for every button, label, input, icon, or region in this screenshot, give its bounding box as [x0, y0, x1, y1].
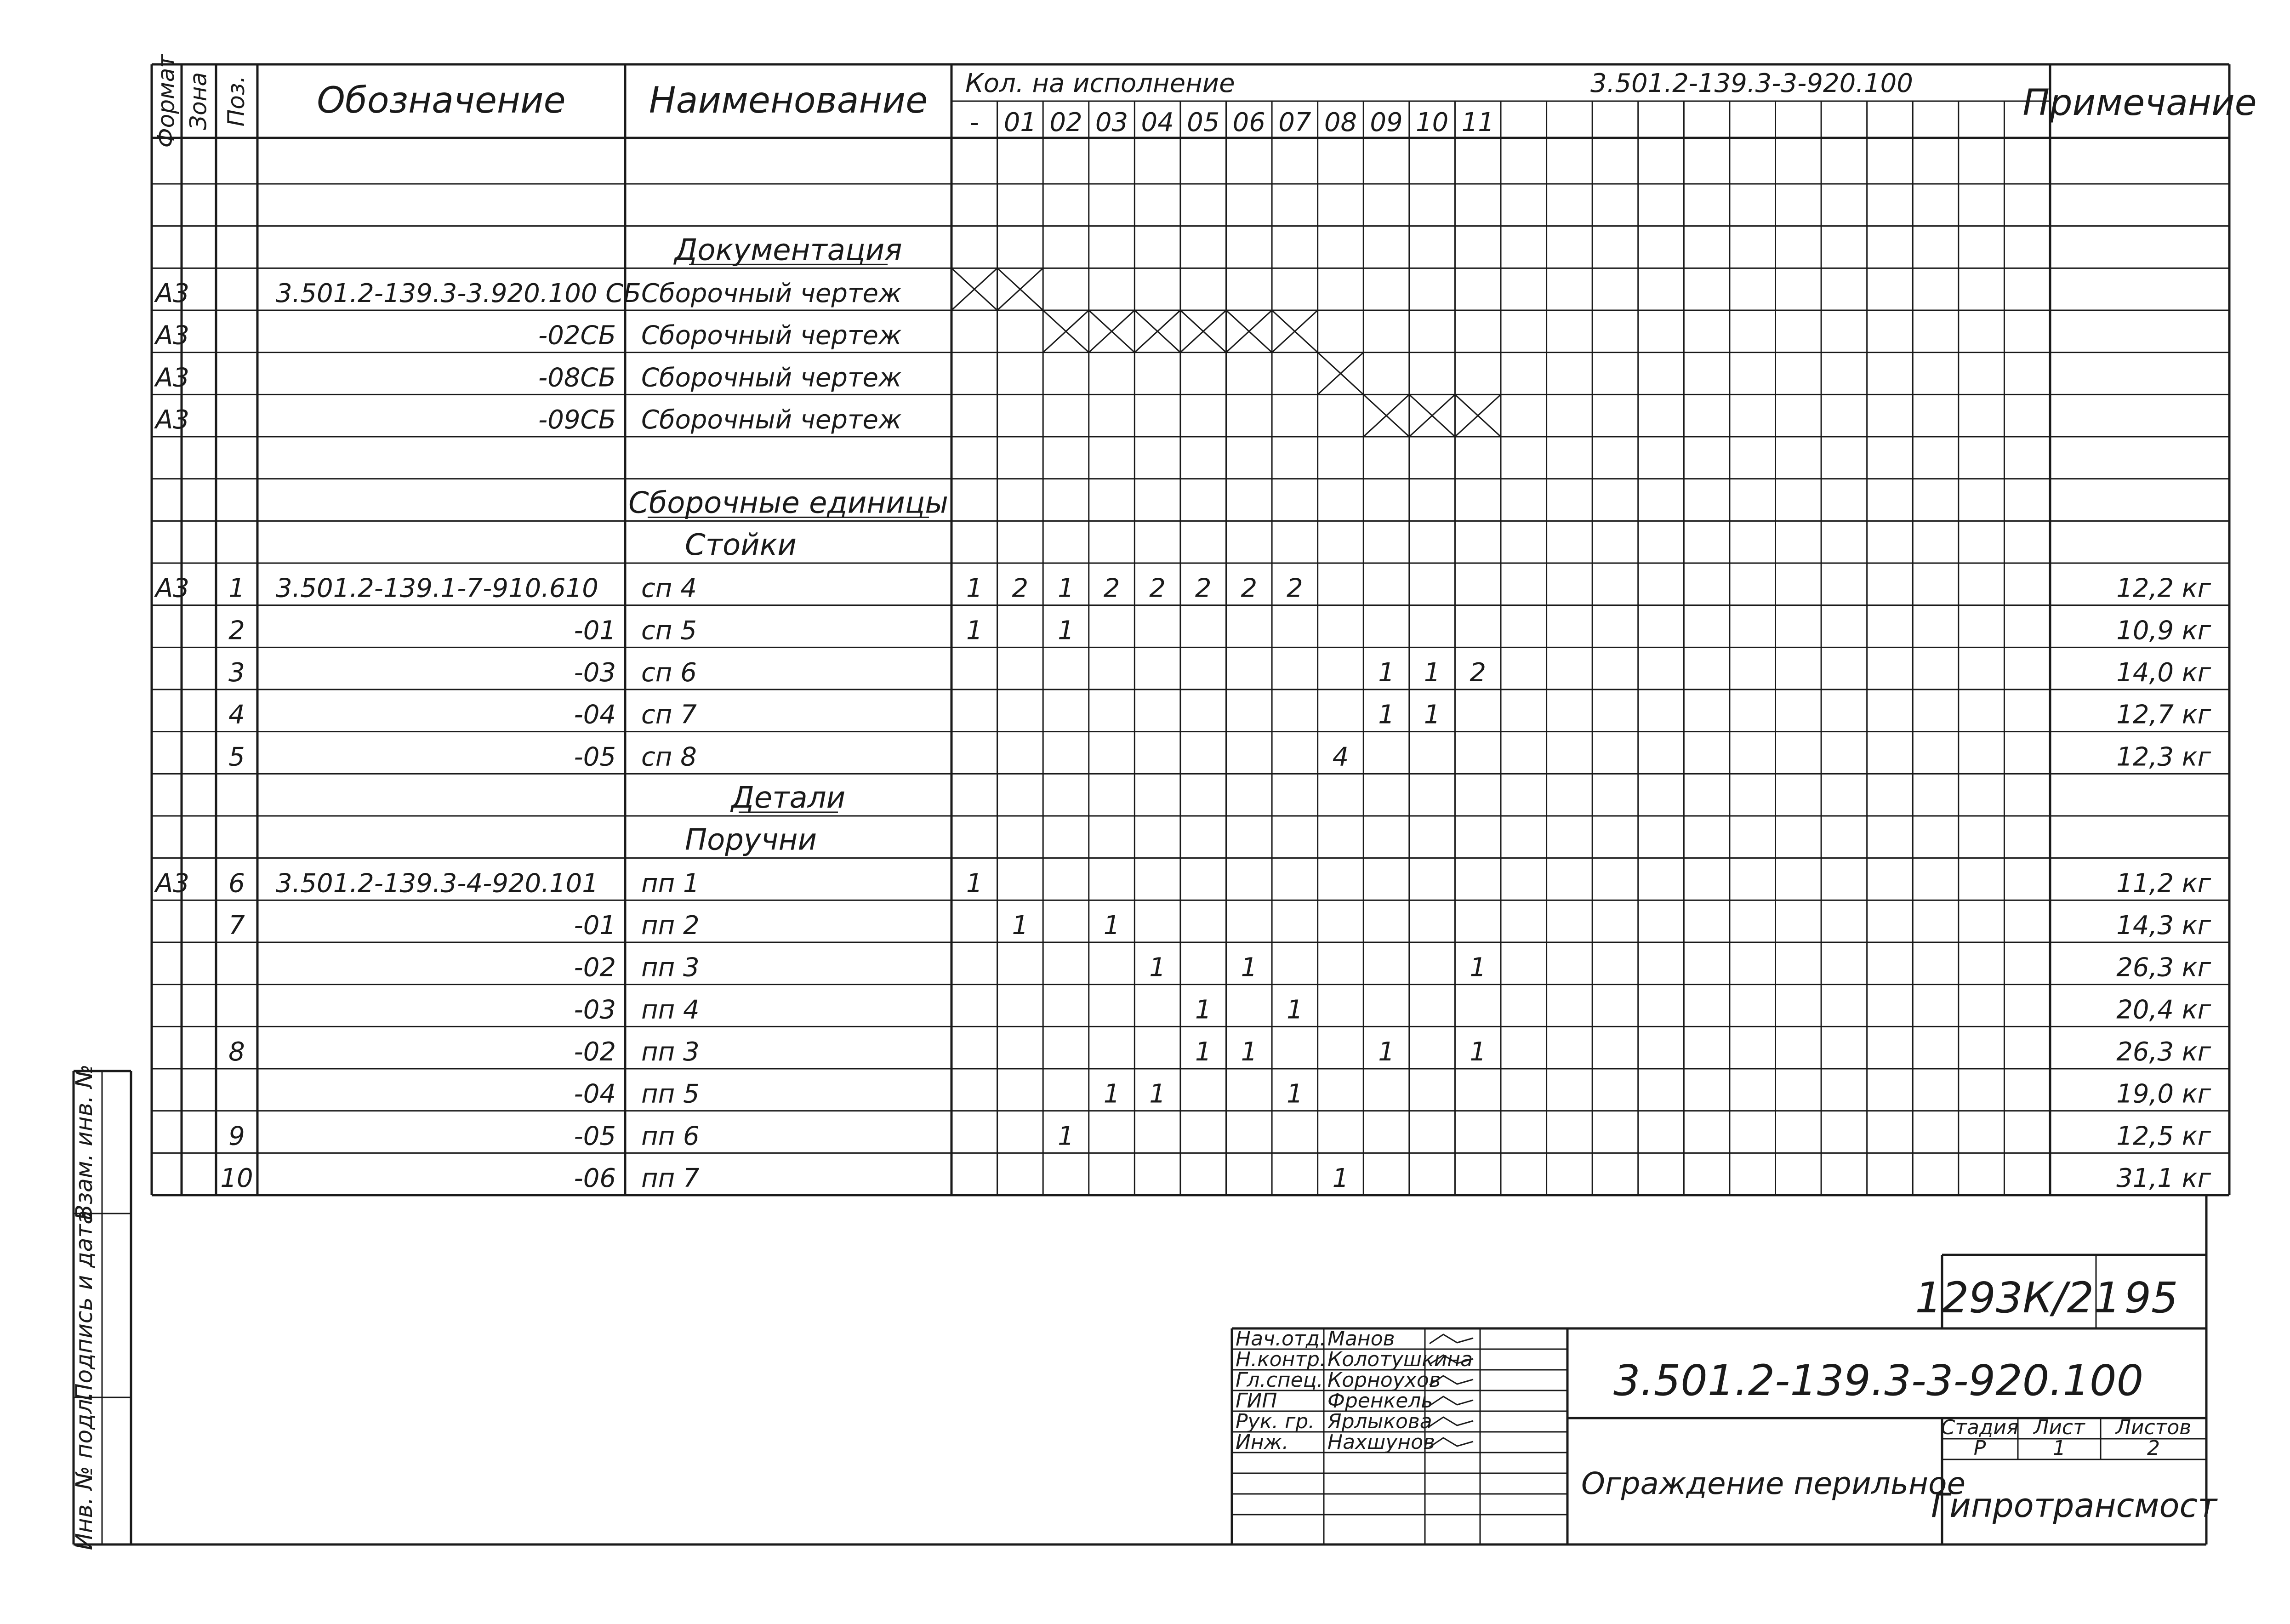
role-cell: Инж.	[1236, 1430, 1289, 1454]
sheets-value: 2	[2147, 1436, 2160, 1460]
role-cell: Нач.отд.	[1236, 1327, 1326, 1350]
designation-cell: -08СБ	[538, 363, 616, 393]
signatory-row	[1236, 1430, 1473, 1454]
variant-label: 11	[1461, 108, 1494, 137]
position-cell: 5	[228, 742, 245, 772]
vzam-inv-label: Взам. инв. №	[71, 1064, 97, 1220]
section-title: Детали	[731, 781, 846, 815]
qty-cell: 1	[1287, 1079, 1303, 1109]
table-row	[154, 394, 1501, 437]
qty-cell: 1	[1241, 1037, 1258, 1067]
table-row	[685, 823, 817, 857]
name-cell: пп 1	[641, 868, 700, 899]
qty-cell: 1	[1058, 1121, 1074, 1151]
designation-cell: -06	[574, 1163, 616, 1193]
sheet-value: 1	[2053, 1436, 2066, 1460]
variant-label: 07	[1278, 108, 1311, 137]
qty-cell: 2	[1195, 573, 1212, 604]
designation-cell: 3.501.2-139.3-3.920.100 СБ	[276, 279, 641, 308]
table-row	[228, 911, 2211, 940]
qty-cell: 1	[1378, 1037, 1395, 1067]
note-cell: 26,3 кг	[2116, 1037, 2211, 1067]
table-row	[685, 528, 797, 562]
name-cell: Нахшунов	[1327, 1430, 1436, 1454]
title-block	[1232, 1255, 2218, 1544]
table-row	[154, 268, 1043, 310]
qty-cell: 1	[966, 868, 983, 899]
position-cell: 2	[228, 615, 245, 646]
name-cell: сп 8	[641, 742, 697, 772]
header-name: Наименование	[649, 80, 928, 121]
role-cell: ГИП	[1236, 1389, 1277, 1413]
table-row	[154, 353, 1363, 395]
qty-cell: 2	[1470, 658, 1487, 688]
note-cell: 20,4 кг	[2116, 995, 2211, 1025]
table-row	[228, 658, 2211, 688]
note-cell: 14,3 кг	[2116, 911, 2211, 940]
table-row	[154, 310, 1318, 353]
table-row	[574, 995, 2211, 1025]
designation-cell: -04	[574, 1079, 616, 1109]
qty-cell: 2	[1241, 573, 1258, 604]
signatory-row	[1236, 1327, 1473, 1350]
section-title: Стойки	[685, 528, 797, 562]
designation-cell: -01	[574, 615, 616, 646]
format-cell: А3	[155, 573, 189, 604]
qty-cell: 4	[1332, 742, 1349, 772]
qty-cell: 1	[1149, 1079, 1166, 1109]
name-cell: Корноухов	[1327, 1368, 1441, 1392]
table-row	[228, 1037, 2211, 1067]
header-doc-code: 3.501.2-139.3-3-920.100	[1590, 68, 1913, 98]
name-cell: пп 6	[641, 1121, 700, 1151]
role-cell: Рук. гр.	[1236, 1410, 1315, 1433]
qty-cell: 1	[1470, 952, 1487, 983]
designation-cell: -04	[574, 700, 616, 730]
qty-cell: 1	[1058, 615, 1074, 646]
variant-label: -	[969, 108, 979, 137]
variant-label: 03	[1095, 108, 1128, 137]
signature-mark	[1430, 1334, 1473, 1344]
table-row	[673, 233, 902, 267]
role-cell: Н.контр.	[1236, 1348, 1326, 1371]
variant-label: 05	[1187, 108, 1220, 137]
name-cell: пп 3	[641, 1037, 700, 1067]
name-cell: пп 2	[641, 911, 700, 940]
sign-date-label: Подпись и дата	[71, 1210, 97, 1401]
signatory-row	[1236, 1348, 1473, 1371]
header-pos: Поз.	[223, 75, 250, 127]
table-row	[154, 868, 2211, 898]
designation-cell: -01	[574, 911, 616, 940]
document-title: Ограждение перильное	[1581, 1466, 1966, 1501]
table-row	[628, 486, 948, 520]
name-cell: пп 7	[641, 1163, 700, 1193]
designation-cell: 3.501.2-139.1-7-910.610	[276, 573, 598, 604]
qty-cell: 1	[1424, 658, 1441, 688]
note-cell: 14,0 кг	[2116, 658, 2211, 688]
table-row	[228, 1121, 2211, 1151]
name-cell: Сборочный чертеж	[641, 279, 902, 308]
stage-value: Р	[1973, 1436, 1986, 1460]
qty-cell: 1	[1195, 1037, 1212, 1067]
header-note: Примечание	[2022, 82, 2257, 124]
qty-cell: 2	[1149, 573, 1166, 604]
note-cell: 12,7 кг	[2116, 700, 2211, 730]
name-cell: Френкель	[1327, 1389, 1433, 1413]
section-title: Сборочные единицы	[628, 486, 948, 520]
qty-cell: 1	[1378, 658, 1395, 688]
note-cell: 12,2 кг	[2116, 573, 2211, 604]
table-row	[228, 615, 2211, 645]
qty-cell: 1	[1287, 995, 1303, 1025]
signature-mark	[1430, 1417, 1473, 1426]
position-cell: 4	[228, 700, 245, 730]
format-cell: А3	[155, 363, 189, 393]
variant-label: 04	[1141, 108, 1174, 137]
position-cell: 1	[228, 573, 245, 604]
note-cell: 31,1 кг	[2116, 1163, 2211, 1193]
note-cell: 12,5 кг	[2116, 1121, 2211, 1151]
table-body	[154, 233, 2211, 1193]
note-cell: 10,9 кг	[2116, 615, 2211, 646]
qty-cell: 1	[966, 573, 983, 604]
qty-cell: 1	[1378, 700, 1395, 730]
name-cell: Манов	[1327, 1327, 1395, 1350]
position-cell: 6	[228, 868, 245, 899]
table-grid	[152, 64, 2229, 1195]
name-cell: Сборочный чертеж	[641, 363, 902, 393]
stage-label: Стадия	[1941, 1416, 2019, 1439]
name-cell: Колотушкина	[1327, 1348, 1473, 1371]
name-cell: пп 5	[641, 1079, 700, 1109]
qty-cell: 1	[1103, 911, 1120, 940]
designation-cell: -05	[574, 742, 616, 772]
qty-cell: 1	[1241, 952, 1258, 983]
signatory-row	[1236, 1410, 1473, 1433]
table-row	[228, 700, 2211, 730]
note-cell: 26,3 кг	[2116, 952, 2211, 983]
header-format: Формат	[153, 54, 180, 148]
table-row	[574, 953, 2211, 983]
qty-cell: 1	[1058, 573, 1074, 604]
table-row	[574, 1079, 2211, 1109]
document-code: 3.501.2-139.3-3-920.100	[1613, 1356, 2144, 1405]
name-cell: Сборочный чертеж	[641, 405, 902, 435]
designation-cell: -02	[574, 1037, 616, 1067]
position-cell: 10	[220, 1163, 253, 1193]
designation-cell: -03	[574, 658, 616, 688]
designation-cell: -02СБ	[538, 320, 616, 351]
table-row	[730, 781, 845, 815]
format-cell: А3	[155, 320, 189, 351]
table-row	[154, 574, 2211, 604]
qty-cell: 2	[1287, 573, 1303, 604]
qty-cell: 1	[1470, 1037, 1487, 1067]
qty-cell: 1	[1424, 700, 1441, 730]
variant-label: 08	[1324, 108, 1357, 137]
name-cell: сп 4	[641, 573, 697, 604]
variant-label: 06	[1232, 108, 1265, 137]
name-cell: Сборочный чертеж	[641, 320, 902, 351]
sheet-label: Лист	[2034, 1416, 2085, 1439]
name-cell: Ярлыкова	[1327, 1410, 1432, 1433]
section-title: Документация	[674, 233, 902, 268]
name-cell: пп 3	[641, 952, 700, 983]
qty-cell: 1	[1012, 911, 1029, 940]
header-zone: Зона	[185, 72, 212, 130]
header-qty: Кол. на исполнение	[965, 68, 1235, 98]
variant-label: 10	[1415, 108, 1449, 137]
position-cell: 8	[228, 1037, 245, 1067]
role-cell: Гл.спец.	[1236, 1368, 1323, 1392]
album-number: 1293К/21	[1915, 1273, 2121, 1322]
section-title: Поручни	[685, 823, 817, 857]
qty-cell: 1	[966, 615, 983, 646]
inv-sub-label: Инв. № подл.	[71, 1391, 97, 1550]
page-number: 95	[2124, 1273, 2178, 1322]
name-cell: сп 5	[641, 615, 697, 646]
name-cell: пп 4	[641, 995, 700, 1025]
qty-cell: 1	[1103, 1079, 1120, 1109]
table-row	[228, 742, 2211, 772]
note-cell: 12,3 кг	[2116, 742, 2211, 772]
designation-cell: -03	[574, 995, 616, 1025]
qty-cell: 2	[1012, 573, 1029, 604]
position-cell: 9	[228, 1121, 245, 1151]
note-cell: 11,2 кг	[2116, 868, 2211, 899]
variant-label: 09	[1370, 108, 1403, 137]
signatory-row	[1236, 1368, 1473, 1392]
signature-mark	[1430, 1438, 1473, 1447]
note-cell: 19,0 кг	[2116, 1079, 2211, 1109]
format-cell: А3	[155, 868, 189, 899]
designation-cell: -05	[574, 1121, 616, 1151]
qty-cell: 1	[1149, 952, 1166, 983]
variant-label: 02	[1049, 108, 1082, 137]
qty-cell: 1	[1332, 1163, 1349, 1193]
designation-cell: -09СБ	[538, 405, 616, 435]
variant-label: 01	[1003, 108, 1037, 137]
position-cell: 7	[228, 911, 245, 940]
signature-mark	[1430, 1396, 1473, 1406]
name-cell: сп 7	[641, 700, 697, 730]
designation-cell: -02	[574, 952, 616, 983]
qty-cell: 2	[1103, 573, 1120, 604]
designation-cell: 3.501.2-139.3-4-920.101	[276, 868, 598, 899]
format-cell: А3	[155, 279, 189, 308]
organization: Гипротрансмост	[1931, 1486, 2217, 1525]
signatory-row	[1236, 1389, 1473, 1413]
name-cell: сп 6	[641, 658, 697, 688]
header-designation: Обозначение	[317, 80, 566, 121]
position-cell: 3	[228, 658, 245, 688]
format-cell: А3	[155, 405, 189, 435]
sheets-label: Листов	[2115, 1416, 2192, 1439]
qty-cell: 1	[1195, 995, 1212, 1025]
